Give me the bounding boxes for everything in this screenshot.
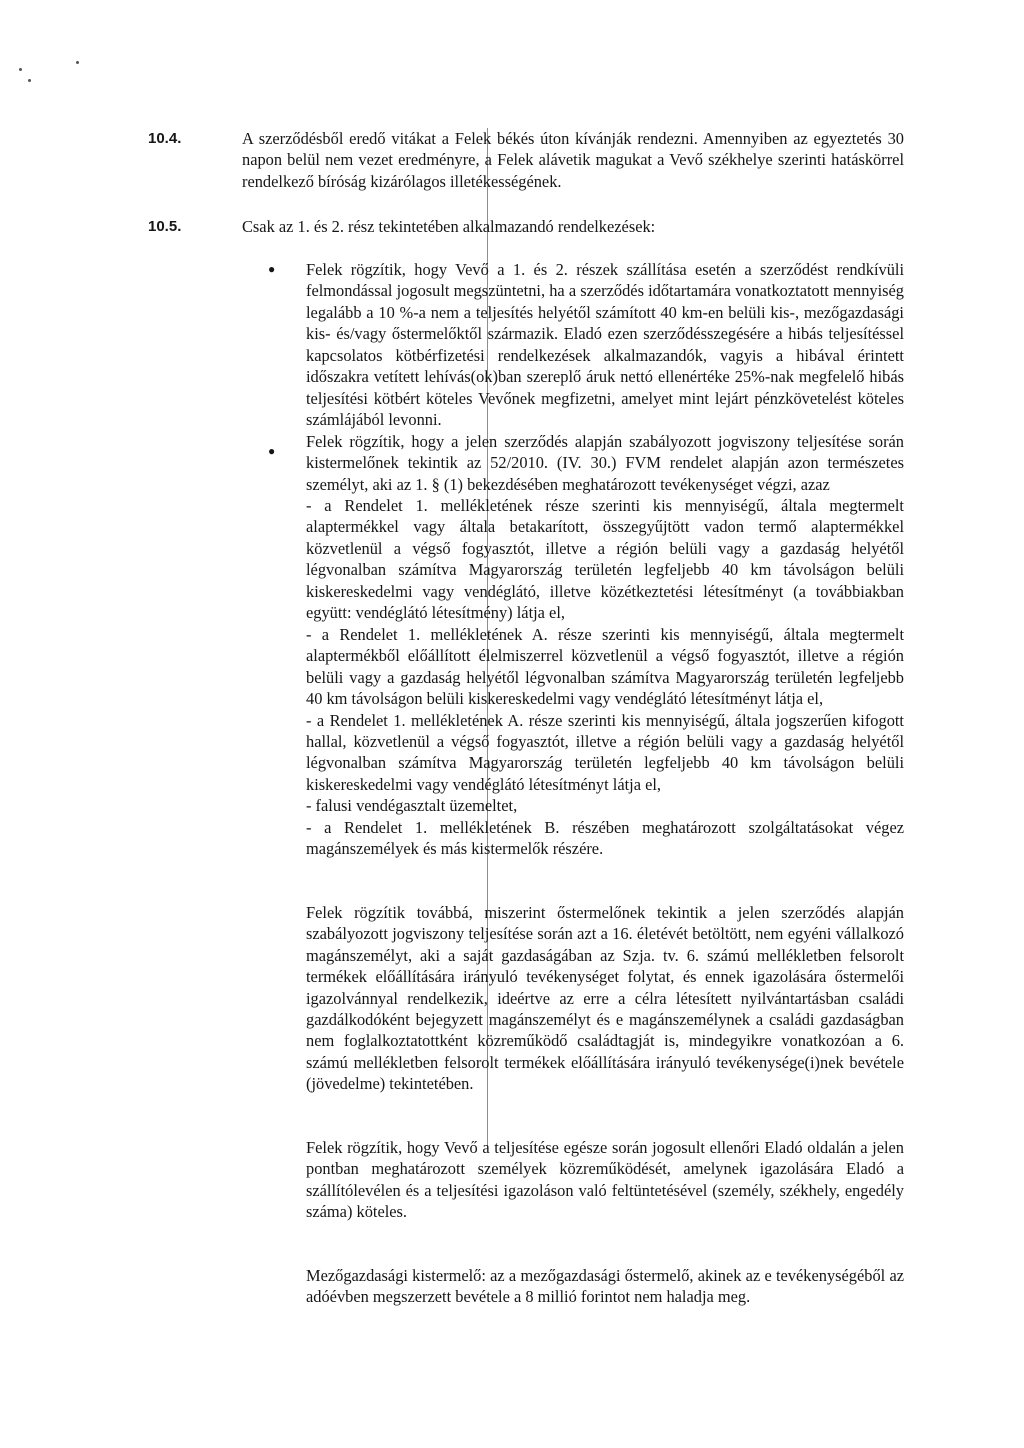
paragraph: Felek rögzítik, hogy Vevő a teljesítése egésze során jogosult ellenőri Eladó oldalán a jelen pontban meghatározott személyek közreműködését, amelynek igazolására Eladó a szállítólevélen és a teljesítési igazoláson való feltüntetésével (személy, székhely, engedély száma) köteles. <box>306 1137 904 1222</box>
list-dash-item: - a Rendelet 1. mellékletének része szerinti kis mennyiségű, általa megtermelt alaptermékkel vagy általa betakarított, összegyűjtött vadon termő alaptermékkel közvetlenül a végső fogyasztót, illetve a régión belüli vagy a gazdaság helyétől légvonalban számítva Magyarország területén legfeljebb 40 km távolságon belüli kiskereskedelmi vagy vendéglátó, illetve közétkeztetési létesítményt (a továbbiakban együtt: vendéglátó létesítmény) látja el, <box>306 495 904 623</box>
bullet-dot: ● <box>268 262 276 276</box>
scan-speck <box>76 61 79 64</box>
bullet-dot: ● <box>268 444 276 458</box>
main-body <box>306 259 904 1307</box>
section-number: 10.5. <box>148 218 182 235</box>
paragraph: Felek rögzítik továbbá, miszerint őstermelőnek tekintik a jelen szerződés alapján szabályozott jogviszony teljesítése során azt a 16. életévét betöltött, nem egyéni vállalkozó magánszemélyt, aki a saját gazdaságában az Szja. tv. 6. számú mellékletben felsorolt termékek előállítására irányuló tevékenységet folytat, és ennek igazolására őstermelői igazolvánnyal rendelkezik, ideértve az erre a célra létesített nyilvántartásban családi gazdálkodóként bejegyzett magánszemélyt és e magánszemélynek a családi gazdaságban nem foglalkoztatottként közreműködő családtagját is, mindegyikre vonatkozóan a 6. számú mellékletben felsorolt termékek előállítására irányuló tevékenysége(i)nek bevétele (jövedelme) tekintetében. <box>306 902 904 1094</box>
list-dash-item: - falusi vendégasztalt üzemeltet, <box>306 796 518 816</box>
list-dash-item: - a Rendelet 1. mellékletének B. részében meghatározott szolgáltatásokat végez magánszemélyek és más kistermelők részére. <box>306 817 904 859</box>
scan-speck <box>28 79 31 82</box>
list-dash-item: - a Rendelet 1. mellékletének A. része szerinti kis mennyiségű, általa jogszerűen kifogott hallal, közvetlenül a végső fogyasztót, illetve a régión belüli vagy a gazdaság helyétől légvonalban számítva Magyarország területén legfeljebb 40 km távolságon belüli kiskereskedelmi vagy vendéglátó létesítményt látja el, <box>306 710 904 794</box>
paragraph: Mezőgazdasági kistermelő: az a mezőgazdasági őstermelő, akinek az e tevékenységéből az adóévben megszerzett bevétele a 8 millió forintot nem haladja meg. <box>306 1265 904 1307</box>
scan-speck <box>19 68 22 71</box>
section-text: A szerződésből eredő vitákat a Felek békés úton kívánják rendezni. Amennyiben az egyeztetés 30 napon belül nem vezet eredményre, a Felek alávetik magukat a Vevő székhelye szerinti hatáskörrel rendelkező bíróság kizárólagos illetékességének. <box>242 129 904 191</box>
list-dash-item: - a Rendelet 1. mellékletének A. része szerinti kis mennyiségű, általa megtermelt alaptermékből előállított élelmiszerrel közvetlenül a végső fogyasztót, illetve a régión belüli vagy a gazdaság helyétől légvonalban számítva Magyarország területén legfeljebb 40 km távolságon belüli kiskereskedelmi vagy vendéglátó létesítményt látja el, <box>306 624 904 709</box>
section-number: 10.4. <box>148 130 182 147</box>
bullet-paragraph: Felek rögzítik, hogy a jelen szerződés alapján szabályozott jogviszony teljesítése során kistermelőnek tekintik az 52/2010. (IV. 30.) FVM rendelet alapján azon természetes személyt, aki az 1. § (1) bekezdésében meghatározott tevékenységet végzi, azaz <box>306 431 904 494</box>
bullet-paragraph: Felek rögzítik, hogy Vevő a 1. és 2. részek szállítása esetén a szerződést rendkívüli felmondással jogosult megszüntetni, ha a szerződés időtartamára vonatkoztatott mennyiség legalább a 10 %-a nem a teljesítés helyétől számított 40 km-en belüli kis-, mezőgazdasági kis- és/vagy őstermelőktől származik. Eladó ezen szerződésszegésére a hibás teljesítéssel kapcsolatos kötbérfizetési rendelkezések alkalmazandók, vagyis a hibával érintett időszakra vetített lehívás(ok)ban szereplő áruk nettó ellenértéke 25%-nak megfelelő hibás teljesítési kötbért köteles Vevőnek megfizetni, amelyet mint lejárt pénzkövetelést köteles számlájából levonni. <box>306 260 904 430</box>
section-text: Csak az 1. és 2. rész tekintetében alkalmazandó rendelkezések: <box>242 217 656 236</box>
